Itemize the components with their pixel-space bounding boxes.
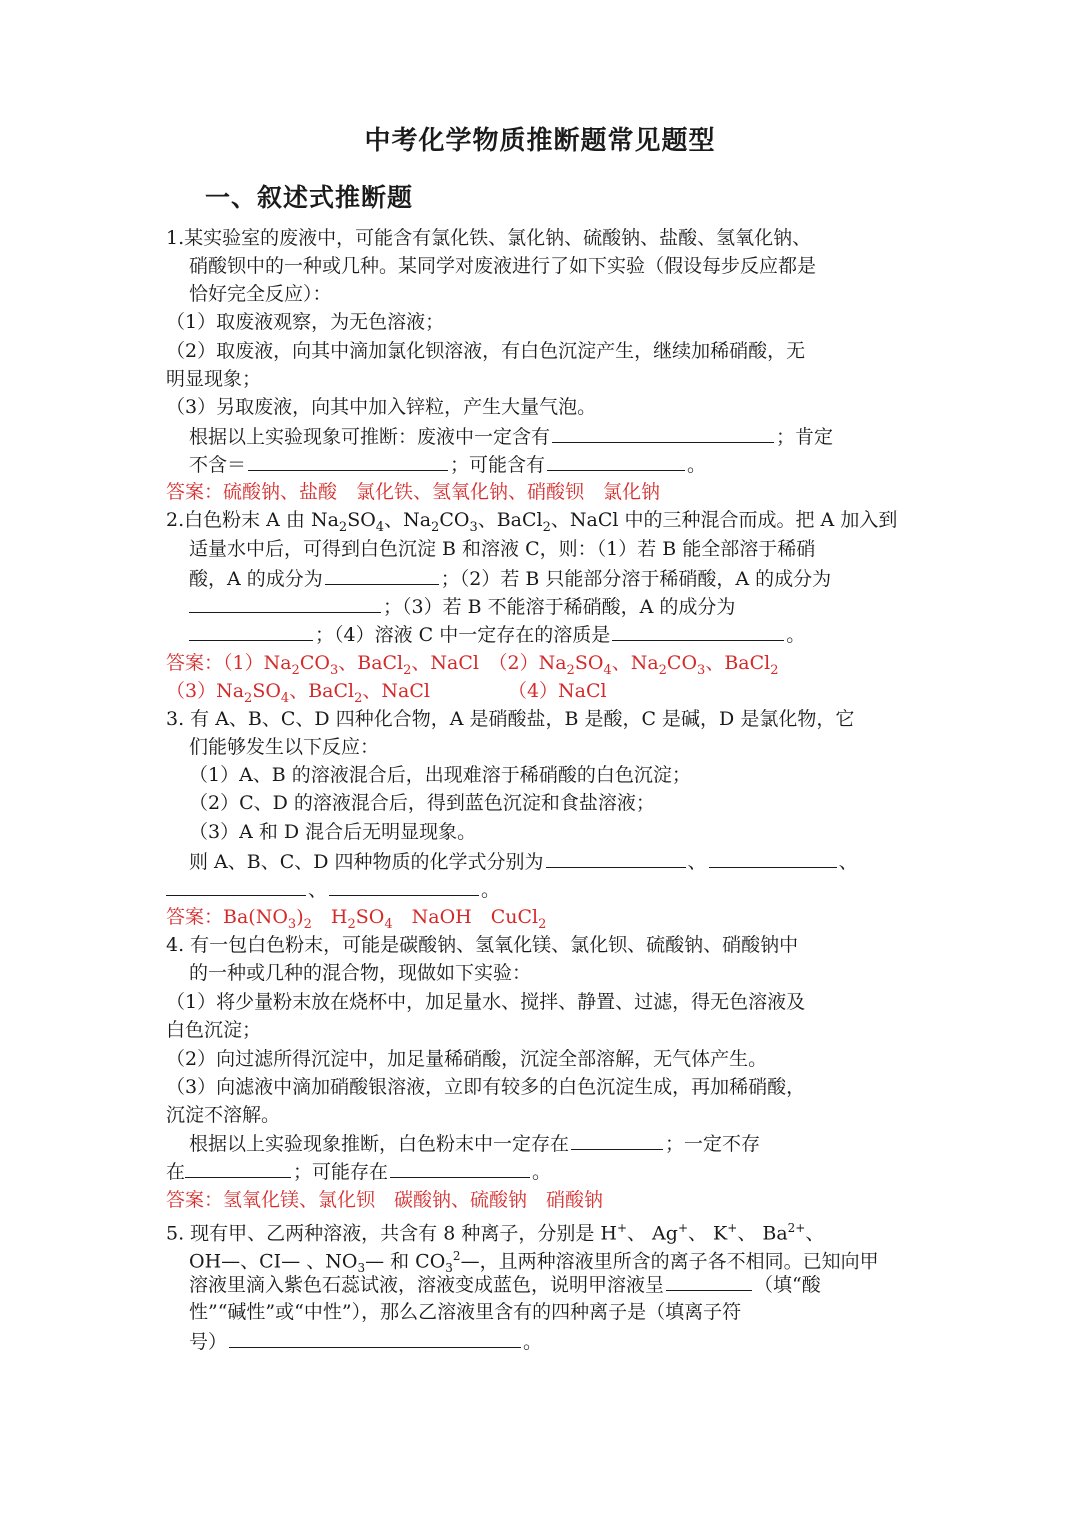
q3-answer [166, 903, 546, 931]
q2-text-b: 、NaCl 中的三种混合而成。把 A 加入到 [550, 509, 898, 531]
q5-sup: + [616, 1221, 628, 1235]
q1-blank-definite[interactable] [552, 422, 774, 443]
q5-ag: 、 Ag [627, 1222, 678, 1245]
q1-line-2: 硝酸钡中的一种或几种。某同学对废液进行了如下实验（假设每步反应都是 [189, 255, 817, 277]
q2-ans-sub: 2 [658, 662, 667, 678]
q2-ans-sub: 2 [566, 662, 575, 678]
q2-ans-sub: 2 [770, 662, 779, 678]
q2-ans: SO [252, 680, 281, 702]
q2-text-4a: ；（3）若 B 不能溶于稀硝酸，A 的成分为 [383, 596, 736, 618]
q5-minus: — [365, 1250, 385, 1273]
q1-blank-possible[interactable] [547, 450, 685, 471]
q5-co: 和 CO [384, 1250, 446, 1273]
q4-answer: 答案：氢氧化镁、氯化钡 碳酸钠、硫酸钠 硝酸钠 [166, 1189, 604, 1211]
q3-ans-sub: 4 [384, 916, 393, 932]
q5-text-a: 5. 现有甲、乙两种溶液，共含有 8 种离子，分别是 H [166, 1222, 617, 1245]
q3-blank-a[interactable] [546, 847, 686, 868]
q2-ans-sub: 4 [603, 662, 612, 678]
q5-text-oh: OH—、CI— 、NO [189, 1250, 358, 1273]
q3-conclusion-line-1 [189, 847, 858, 875]
q4-conclusion-text-2: ；一定不存 [665, 1133, 761, 1155]
q2-ans-sub: 2 [403, 662, 412, 678]
q1-line-1: 1.某实验室的废液中，可能含有氯化铁、氯化钠、硫酸钠、盐酸、氢氧化钠、 [166, 227, 812, 249]
q5-sup: + [677, 1221, 689, 1235]
q5-line-2 [189, 1242, 879, 1276]
q4-conclusion-line-1 [189, 1129, 760, 1157]
q3-sep: 、 [308, 879, 328, 901]
q5-line-1 [166, 1214, 825, 1245]
section-heading: 一、叙述式推断题 [205, 183, 414, 212]
q5-sub: 3 [445, 1261, 453, 1276]
q1-conclusion-text-4: ；可能含有 [450, 454, 546, 476]
q3-ans: 答案：Ba(NO [166, 906, 288, 928]
q4-conclusion-text: 根据以上实验现象推断，白色粉末中一定存在 [189, 1133, 570, 1155]
q1-answer: 答案：硫酸钠、盐酸 氯化铁、氢氧化钠、硝酸钡 氯化钠 [166, 481, 661, 503]
q2-sep: 、Na [384, 509, 432, 531]
q2-answer-line-2 [166, 677, 607, 705]
q4-conclusion-text-3: 在 [166, 1161, 186, 1183]
q2-sub: 2 [431, 519, 440, 535]
q3-blank-c[interactable] [166, 875, 306, 896]
q3-sep: 、 [838, 851, 858, 873]
q5-line-4: 性”“碱性”或“中性”），那么乙溶液里含有的四种离子是（填离子符 [189, 1301, 742, 1323]
q5-k: 、 K [688, 1222, 728, 1245]
q1-conclusion-text-3: 不含＝ [189, 454, 247, 476]
q3-ans: ) [296, 906, 304, 928]
q2-ans: 、NaCl （2）Na [411, 652, 567, 674]
q2-co: CO [439, 509, 470, 531]
q2-line-3 [189, 564, 831, 592]
q4-step-3a: （3）向滤液中滴加硝酸银溶液，立即有较多的白色沉淀生成，再加稀硝酸， [166, 1076, 806, 1098]
q4-step-2: （2）向过滤所得沉淀中，加足量稀硝酸，沉淀全部溶解，无气体产生。 [166, 1048, 768, 1070]
q2-ans: 、BaCl [705, 652, 771, 674]
q3-end: 。 [481, 879, 501, 901]
q5-sup: 2 [452, 1249, 461, 1263]
q2-sub: 4 [375, 519, 385, 535]
q3-ans-sub: 2 [538, 916, 547, 932]
q4-blank-definite[interactable] [571, 1129, 663, 1150]
q4-step-1b: 白色沉淀； [166, 1019, 262, 1041]
q2-text-a: 2.白色粉末 A 由 Na [166, 509, 339, 531]
q3-ans-sub: 3 [287, 916, 297, 932]
q5-text-2b: —，且两种溶液里所含的离子各不相同。已知向甲 [460, 1250, 879, 1273]
q2-ans-sub: 3 [697, 662, 706, 678]
q2-ans: CO [666, 652, 698, 674]
q2-ans: 、NaCl [362, 680, 430, 702]
q2-text-3a: 酸，A 的成分为 [189, 568, 323, 590]
q1-conclusion-text: 根据以上实验现象可推断：废液中一定含有 [189, 426, 551, 448]
q3-conclusion-line-2 [166, 875, 500, 903]
q2-text-5a: ；（4）溶液 C 中一定存在的溶质是 [315, 624, 611, 646]
q1-conclusion-line-2 [189, 450, 706, 478]
q2-ba: 、BaCl [477, 509, 543, 531]
q2-line-1 [166, 506, 897, 534]
q5-sep: 、 [805, 1222, 825, 1245]
q3-step-1: （1）A、B 的溶液混合后，出现难溶于稀硝酸的白色沉淀； [189, 764, 691, 786]
q5-text-3a: 溶液里滴入紫色石蕊试液，溶液变成蓝色，说明甲溶液呈 [189, 1274, 665, 1296]
q2-blank-1[interactable] [325, 564, 439, 585]
q2-ans: （4）NaCl [507, 680, 607, 702]
q2-ans: （3）Na [166, 680, 245, 702]
q4-line-2: 的一种或几种的混合物，现做如下实验： [189, 962, 532, 984]
q2-line-5 [189, 620, 805, 648]
q3-line-1: 3. 有 A、B、C、D 四种化合物，A 是硝酸盐，B 是酸，C 是碱，D 是氯化物，它 [166, 708, 855, 730]
q4-conclusion-line-2 [166, 1157, 551, 1185]
q2-ans-sub: 2 [354, 690, 363, 706]
q4-step-1a: （1）将少量粉末放在烧杯中，加足量水、搅拌、静置、过滤，得无色溶液及 [166, 991, 806, 1013]
q2-text-5b: 。 [786, 624, 806, 646]
q2-ans-sub: 2 [291, 662, 300, 678]
q1-step-1: （1）取废液观察，为无色溶液； [166, 311, 445, 333]
q3-sep: 、 [687, 851, 707, 873]
q3-ans: SO [355, 906, 385, 928]
q1-conclusion-text-2: ；肯定 [776, 426, 834, 448]
q2-so: SO [347, 509, 376, 531]
q3-line-2: 们能够发生以下反应： [189, 736, 380, 758]
q2-blank-2[interactable] [189, 592, 381, 613]
q2-text-3b: ；（2）若 B 只能部分溶于稀硝酸，A 的成分为 [440, 568, 832, 590]
q2-ans: SO [574, 652, 604, 674]
q2-blank-3[interactable] [189, 620, 313, 641]
q1-step-2a: （2）取废液，向其中滴加氯化钡溶液，有白色沉淀产生，继续加稀硝酸，无 [166, 340, 806, 362]
q2-sub: 2 [338, 519, 348, 535]
q2-sub: 3 [469, 519, 478, 535]
q1-step-2b: 明显现象； [166, 368, 262, 390]
q5-line-5 [189, 1327, 542, 1355]
q5-ba: 、 Ba [737, 1222, 788, 1245]
q1-conclusion-line-1 [189, 422, 833, 450]
q1-step-3: （3）另取废液，向其中加入锌粒，产生大量气泡。 [166, 396, 597, 418]
q5-text-5b: 。 [523, 1331, 543, 1353]
q3-step-3: （3）A 和 D 混合后无明显现象。 [189, 821, 477, 843]
q4-step-3b: 沉淀不溶解。 [166, 1104, 281, 1126]
q4-conclusion-text-5: 。 [532, 1161, 552, 1183]
q5-sub: 3 [357, 1261, 366, 1276]
q2-ans-sub: 3 [329, 662, 339, 678]
q5-line-3 [189, 1270, 821, 1298]
q2-answer-line-1 [166, 649, 779, 677]
document-title: 中考化学物质推断题常见题型 [364, 126, 716, 156]
q5-sup: + [727, 1221, 738, 1235]
q5-blank-property[interactable] [666, 1270, 752, 1291]
q2-ans-sub: 2 [244, 690, 253, 706]
q5-blank-ions[interactable] [229, 1327, 521, 1348]
q3-ans: H [311, 906, 348, 928]
q3-step-2: （2）C、D 的溶液混合后，得到蓝色沉淀和食盐溶液； [189, 792, 655, 814]
q2-ans: 、BaCl [289, 680, 355, 702]
q5-text-3b: （填“酸 [754, 1274, 821, 1296]
q3-blank-d[interactable] [329, 875, 479, 896]
q3-ans-sub: 2 [347, 916, 356, 932]
q1-line-3: 恰好完全反应）： [189, 283, 332, 305]
q5-sup: 2+ [787, 1221, 806, 1235]
q2-line-2: 适量水中后，可得到白色沉淀 B 和溶液 C，则：（1）若 B 能全部溶于稀硝 [189, 538, 816, 560]
q4-line-1: 4. 有一包白色粉末，可能是碳酸钠、氢氧化镁、氯化钡、硫酸钠、硝酸钠中 [166, 934, 799, 956]
q2-sub: 2 [542, 519, 551, 535]
q5-text-5a: 号） [189, 1331, 228, 1353]
q2-ans: CO [299, 652, 330, 674]
q2-ans: 答案：（1）Na [166, 652, 292, 674]
q4-blank-possible[interactable] [390, 1157, 530, 1178]
q3-conclusion-text: 则 A、B、C、D 四种物质的化学式分别为 [189, 851, 544, 873]
q2-ans-sub: 4 [280, 690, 290, 706]
q2-ans: 、BaCl [338, 652, 404, 674]
q2-line-4 [189, 592, 735, 620]
q1-blank-absent[interactable] [248, 450, 448, 471]
q4-conclusion-text-4: ；可能存在 [293, 1161, 389, 1183]
q4-blank-absent[interactable] [185, 1157, 291, 1178]
q3-blank-b[interactable] [709, 847, 837, 868]
q1-conclusion-text-5: 。 [687, 454, 707, 476]
q2-ans: 、Na [611, 652, 659, 674]
q3-ans-sub: 2 [303, 916, 312, 932]
q2-blank-4[interactable] [612, 620, 784, 641]
q3-ans: NaOH CuCl [392, 906, 539, 928]
